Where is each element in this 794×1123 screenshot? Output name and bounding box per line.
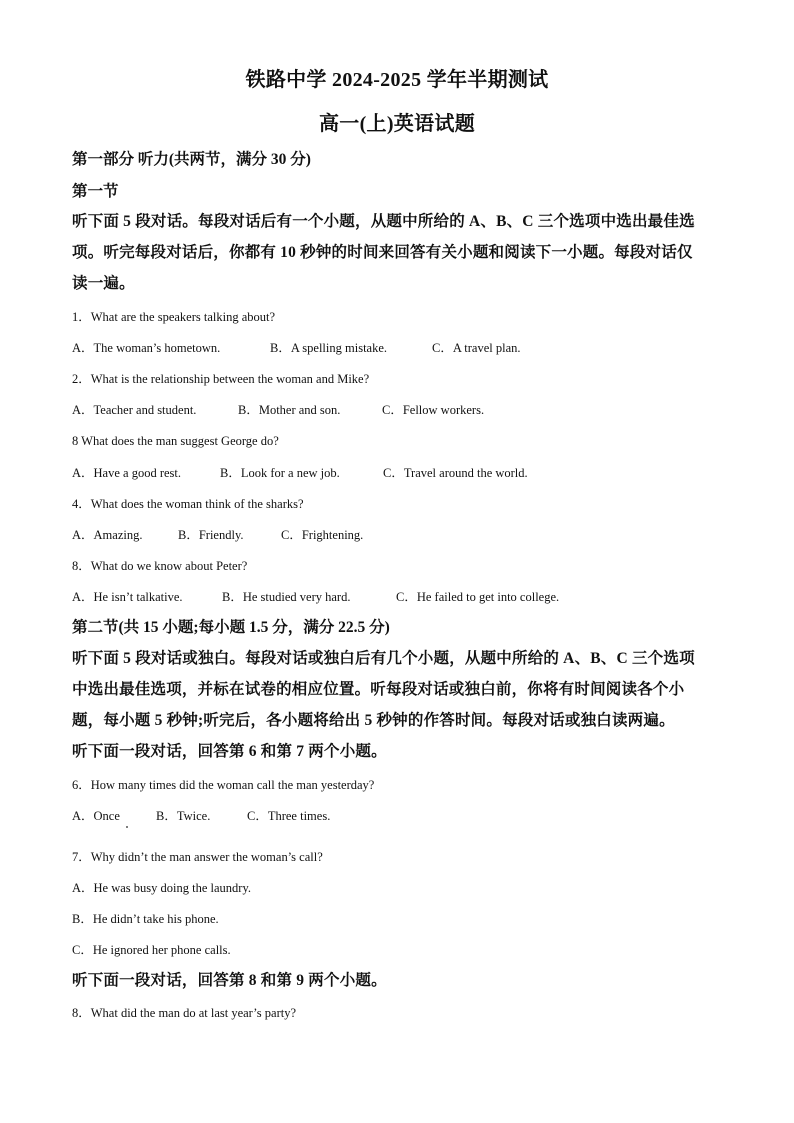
question-stem: 2．What is the relationship between the woman and Mike?: [72, 372, 370, 386]
option-a: A．Teacher and student.: [72, 403, 197, 417]
option-c: C．He failed to get into college.: [396, 590, 560, 604]
option-a: A．He was busy doing the laundry.: [72, 881, 252, 895]
exam-title: 铁路中学 2024-2025 学年半期测试: [245, 69, 549, 91]
exam-subtitle: 高一(上)英语试题: [318, 113, 476, 135]
section2-instruction-line: 中选出最佳选项，并标在试卷的相应位置。听每段对话或独白前，你将有时间阅读各个小: [72, 681, 685, 698]
option-b: B．Twice.: [156, 809, 211, 823]
option-a: A．Amazing.: [72, 528, 143, 542]
section2-instruction-line: 题，每小题 5 秒钟;听完后，各小题将给出 5 秒钟的作答时间。每段对话或独白读两遍。: [72, 712, 675, 729]
option-b: B．He studied very hard.: [222, 590, 351, 604]
question-stem: 8．What do we know about Peter?: [72, 559, 248, 573]
group2-heading: 听下面一段对话，回答第 8 和第 9 两个小题。: [72, 972, 387, 989]
option-c: C．He ignored her phone calls.: [72, 943, 231, 957]
option-c: C．Three times.: [247, 809, 331, 823]
option-b: B．Look for a new job.: [220, 466, 340, 480]
option-c: C．Frightening.: [281, 528, 364, 542]
question-stem: 1．What are the speakers talking about?: [72, 310, 276, 324]
question-stem: 7．Why didn’t the man answer the woman’s call?: [72, 850, 323, 864]
option-a: A．He isn’t talkative.: [72, 590, 183, 604]
option-b: B．He didn’t take his phone.: [72, 912, 219, 926]
stray-dot: [126, 826, 128, 828]
option-b: B．Mother and son.: [238, 403, 341, 417]
option-c: C．Travel around the world.: [383, 466, 528, 480]
question-stem: 8．What did the man do at last year’s party?: [72, 1006, 297, 1020]
option-c: C．A travel plan.: [432, 341, 521, 355]
option-a: A．The woman’s hometown.: [72, 341, 221, 355]
section2-instruction-line: 听下面 5 段对话或独白。每段对话或独白后有几个小题，从题中所给的 A、B、C 三个选项: [72, 650, 695, 667]
option-a: A．Have a good rest.: [72, 466, 181, 480]
option-a: A．Once: [72, 809, 120, 823]
part1-heading: 第一部分 听力(共两节，满分 30 分): [72, 151, 311, 168]
section1-instruction-line: 听下面 5 段对话。每段对话后有一个小题，从题中所给的 A、B、C 三个选项中选出最佳选: [72, 213, 695, 230]
question-stem: 6．How many times did the woman call the man yesterday?: [72, 778, 375, 792]
section1-heading: 第一节: [72, 183, 119, 200]
section1-instruction-line: 读一遍。: [72, 275, 135, 292]
section1-instruction-line: 项。听完每段对话后，你都有 10 秒钟的时间来回答有关小题和阅读下一小题。每段对话仅: [72, 244, 693, 261]
option-b: B．Friendly.: [178, 528, 244, 542]
option-b: B．A spelling mistake.: [270, 341, 388, 355]
group1-heading: 听下面一段对话，回答第 6 和第 7 两个小题。: [72, 743, 387, 760]
question-stem: 4．What does the woman think of the sharks?: [72, 497, 304, 511]
section2-heading: 第二节(共 15 小题;每小题 1.5 分，满分 22.5 分): [72, 619, 390, 636]
question-stem: 8 What does the man suggest George do?: [72, 434, 279, 448]
option-c: C．Fellow workers.: [382, 403, 485, 417]
